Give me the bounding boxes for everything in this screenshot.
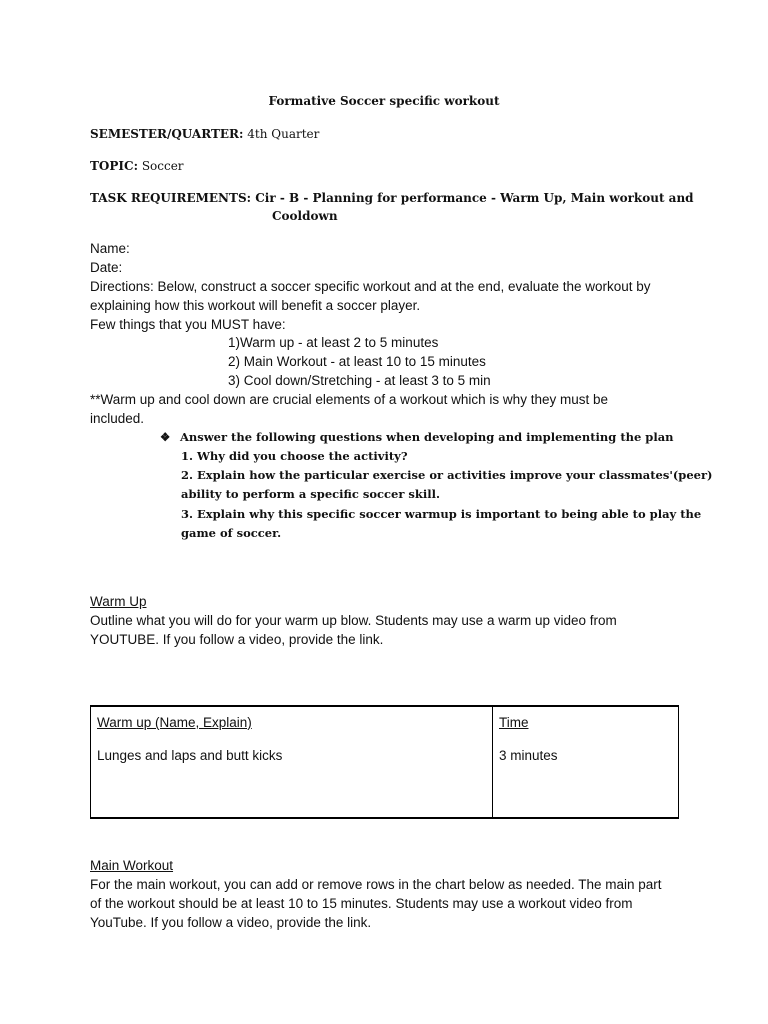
must-have-item-1: 1)Warm up - at least 2 to 5 minutes: [228, 335, 439, 350]
question-line-1: 1. Why did you choose the activity?: [181, 449, 408, 463]
task-text-1: Cir - B - Planning for performance - Warm Up, Main workout and: [251, 191, 694, 205]
question-line-4: 3. Explain why this specific soccer warmup is important to being able to play the: [181, 507, 702, 521]
document-title: Formative Soccer specific workout: [268, 94, 500, 108]
main-workout-heading: Main Workout: [90, 858, 174, 873]
must-have-intro: Few things that you MUST have:: [90, 317, 286, 332]
topic-line: [90, 159, 184, 173]
warmup-text-1: Outline what you will do for your warm up blow. Students may use a warm up video from: [90, 613, 617, 628]
main-workout-text-3: YouTube. If you follow a video, provide the link.: [90, 915, 372, 930]
main-workout-text-1: For the main workout, you can add or remove rows in the chart below as needed. The main part: [90, 877, 662, 892]
semester-label: SEMESTER/QUARTER:: [90, 127, 244, 141]
warmup-heading: Warm Up: [90, 594, 147, 609]
directions-line-2: explaining how this workout will benefit a soccer player.: [90, 298, 421, 313]
main-workout-text-2: of the workout should be at least 10 to 15 minutes. Students may use a workout video from: [90, 896, 633, 911]
questions-heading-row: [160, 430, 674, 444]
directions-line-1: Directions: Below, construct a soccer specific workout and at the end, evaluate the workout by: [90, 279, 651, 294]
diamond-bullet-icon: ❖: [160, 430, 171, 444]
warmup-col-header: Warm up (Name, Explain): [97, 715, 252, 730]
note-line-2: included.: [90, 411, 145, 426]
semester-value: 4th Quarter: [243, 127, 320, 141]
name-field-label: Name:: [90, 241, 130, 256]
topic-label: TOPIC:: [90, 159, 138, 173]
task-line: [90, 191, 694, 205]
question-line-3: ability to perform a specific soccer skill.: [181, 487, 440, 501]
date-field-label: Date:: [90, 260, 123, 275]
warmup-table: [90, 705, 679, 819]
task-label: TASK REQUIREMENTS:: [90, 191, 252, 205]
warmup-text-2: YOUTUBE. If you follow a video, provide the link.: [90, 632, 384, 647]
must-have-item-2: 2) Main Workout - at least 10 to 15 minutes: [228, 354, 486, 369]
task-text-2: Cooldown: [272, 209, 338, 223]
time-col-header: Time: [499, 715, 529, 730]
table-divider: [492, 707, 493, 817]
warmup-time-cell: 3 minutes: [499, 748, 558, 763]
question-line-2: 2. Explain how the particular exercise or activities improve your classmates'(peer): [181, 468, 713, 482]
question-line-5: game of soccer.: [181, 526, 282, 540]
must-have-item-3: 3) Cool down/Stretching - at least 3 to 5 min: [228, 373, 491, 388]
warmup-activity-cell: Lunges and laps and butt kicks: [97, 748, 283, 763]
semester-line: [90, 127, 319, 141]
topic-value: Soccer: [138, 159, 184, 173]
note-line-1: **Warm up and cool down are crucial elements of a workout which is why they must be: [90, 392, 608, 407]
questions-heading: Answer the following questions when developing and implementing the plan: [180, 430, 674, 444]
